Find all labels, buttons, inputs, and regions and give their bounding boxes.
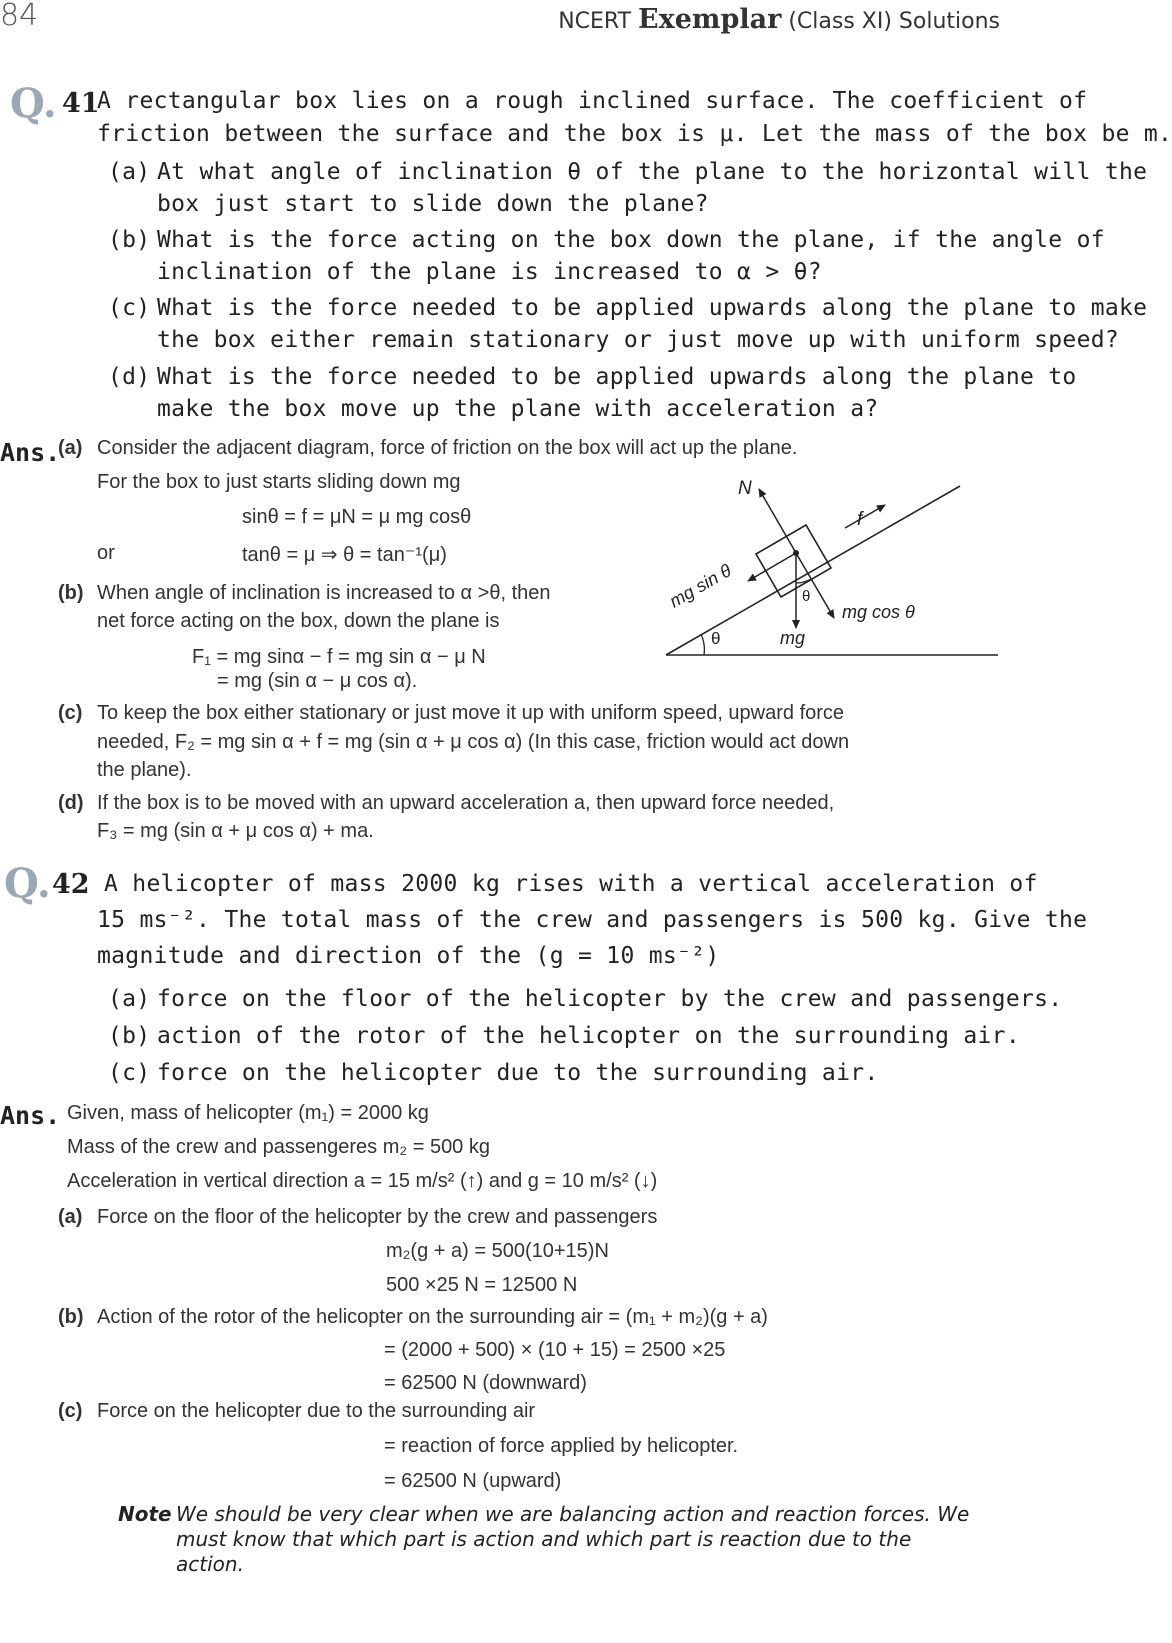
ans41-b-label: (b)	[58, 582, 84, 604]
note-line1: We should be very clear when we are balancing action and reaction forces. We	[176, 1502, 970, 1526]
question-marker: Q.	[4, 860, 51, 907]
q42-c-text: force on the helicopter due to the surrounding air.	[157, 1060, 879, 1086]
q41-line1: A rectangular box lies on a rough inclined surface. The coefficient of	[97, 88, 1088, 114]
q42-b-label: (b)	[108, 1023, 151, 1049]
q41-a-label: (a)	[108, 159, 151, 185]
note-line3: action.	[176, 1552, 244, 1576]
book-suffix: (Class XI) Solutions	[788, 9, 1000, 34]
question-number: 41	[62, 88, 100, 119]
q41-d-line2: make the box move up the plane with acceleration a?	[157, 396, 879, 422]
ans41-d-label: (d)	[58, 792, 84, 814]
q41-b-line1: What is the force acting on the box down the plane, if the angle of	[157, 227, 1105, 253]
inclined-plane-diagram	[660, 470, 1000, 690]
q42-b-text: action of the rotor of the helicopter on the surrounding air.	[157, 1023, 1020, 1049]
mg-cos-label: mg cos θ	[842, 602, 915, 622]
ans41-a-eq1: sinθ = f = μN = μ mg cosθ	[242, 506, 472, 528]
ans41-d-line1: If the box is to be moved with an upward acceleration a, then upward force needed,	[97, 792, 835, 814]
ans41-c-line3: the plane).	[97, 759, 192, 781]
ans41-c-label: (c)	[58, 702, 83, 724]
ans41-a-or: or	[97, 542, 115, 564]
ans42-c-eq1: = reaction of force applied by helicopter.	[384, 1435, 739, 1457]
q41-c-label: (c)	[108, 295, 151, 321]
book-title: Exemplar	[638, 4, 782, 35]
ans42-c-label: (c)	[58, 1400, 83, 1422]
q41-c-line2: the box either remain stationary or just move up with uniform speed?	[157, 327, 1120, 353]
ans41-c-line1: To keep the box either stationary or just move it up with uniform speed, upward force	[97, 702, 845, 724]
friction-label: f	[857, 509, 863, 530]
ans42-a-text: Force on the floor of the helicopter by the crew and passengers	[97, 1206, 658, 1228]
ans41-b-line1: When angle of inclination is increased to α >θ, then	[97, 582, 551, 604]
ans42-b-label: (b)	[58, 1306, 84, 1328]
q41-a-line2: box just start to slide down the plane?	[157, 191, 709, 217]
q41-d-line1: What is the force needed to be applied upwards along the plane to	[157, 364, 1077, 390]
q41-b-line2: inclination of the plane is increased to α > θ?	[157, 259, 822, 285]
ans42-given3: Acceleration in vertical direction a = 15 m/s² (↑) and g = 10 m/s² (↓)	[67, 1170, 658, 1192]
ans41-c-line2: needed, F₂ = mg sin α + f = mg (sin α + μ cos α) (In this case, friction would act down	[97, 731, 850, 753]
ans41-a-line1: Consider the adjacent diagram, force of friction on the box will act up the plane.	[97, 437, 798, 459]
book-prefix: NCERT	[558, 9, 632, 34]
answer-label: Ans.	[0, 1101, 61, 1130]
ans42-given1: Given, mass of helicopter (m₁) = 2000 kg	[67, 1102, 429, 1124]
page-number: 84	[0, 0, 39, 33]
q42-line3: magnitude and direction of the (g = 10 ms⁻²)	[97, 943, 720, 969]
q41-d-label: (d)	[108, 364, 151, 390]
q41-c-line1: What is the force needed to be applied upwards along the plane to make	[157, 295, 1148, 321]
q41-line2: friction between the surface and the box is μ. Let the mass of the box be m.	[97, 121, 1172, 147]
base-angle-label: θ	[711, 629, 721, 648]
center-point	[793, 550, 799, 556]
ans42-a-eq1: m₂(g + a) = 500(10+15)N	[386, 1240, 609, 1262]
mg-label: mg	[780, 628, 806, 648]
ans42-c-eq2: = 62500 N (upward)	[384, 1470, 562, 1492]
q41-b-label: (b)	[108, 227, 151, 253]
ans41-a-label: (a)	[58, 437, 83, 459]
base-angle-arc	[701, 634, 704, 655]
q42-c-label: (c)	[108, 1060, 151, 1086]
ans41-b-line2: net force acting on the box, down the plane is	[97, 610, 500, 632]
ans41-b-eq1: F₁ = mg sinα − f = mg sin α − μ N	[192, 646, 486, 668]
ans42-b-eq1: = (2000 + 500) × (10 + 15) = 2500 ×25	[384, 1339, 726, 1361]
mg-sin-label: mg sin θ	[666, 560, 735, 612]
ans41-a-eq2: tanθ = μ ⇒ θ = tan⁻¹(μ)	[242, 544, 447, 566]
note-label: Note	[118, 1502, 172, 1526]
q42-line1: A helicopter of mass 2000 kg rises with a vertical acceleration of	[104, 871, 1038, 897]
ans42-c-text: Force on the helicopter due to the surrounding air	[97, 1400, 536, 1422]
q42-line2: 15 ms⁻². The total mass of the crew and passengers is 500 kg. Give the	[97, 907, 1088, 933]
box	[756, 525, 831, 597]
running-header	[558, 4, 1000, 35]
q42-a-text: force on the floor of the helicopter by the crew and passengers.	[157, 986, 1063, 1012]
question-marker: Q.	[10, 80, 57, 127]
ans42-a-label: (a)	[58, 1206, 83, 1228]
question-number: 42	[52, 869, 90, 900]
ans41-b-eq2: = mg (sin α − μ cos α).	[217, 670, 418, 692]
top-angle-label: θ	[802, 588, 811, 605]
ans41-a-line2: For the box to just starts sliding down mg	[97, 471, 461, 493]
ans42-given2: Mass of the crew and passengeres m₂ = 500 kg	[67, 1136, 490, 1158]
ans42-b-eq2: = 62500 N (downward)	[384, 1372, 587, 1394]
ans42-b-text: Action of the rotor of the helicopter on the surrounding air = (m₁ + m₂)(g + a)	[97, 1306, 768, 1328]
answer-label: Ans.	[0, 438, 61, 467]
q41-a-line1: At what angle of inclination θ of the plane to the horizontal will the	[157, 159, 1148, 185]
friction-arrow	[845, 505, 885, 528]
mg-sin-arrow	[748, 553, 796, 581]
q42-a-label: (a)	[108, 986, 151, 1012]
ans41-d-line2: F₃ = mg (sin α + μ cos α) + ma.	[97, 820, 374, 842]
normal-force-arrow	[759, 489, 796, 553]
ans42-a-eq2: 500 ×25 N = 12500 N	[386, 1274, 578, 1296]
note-line2: must know that which part is action and which part is reaction due to the	[176, 1527, 912, 1551]
normal-label: N	[738, 478, 752, 499]
